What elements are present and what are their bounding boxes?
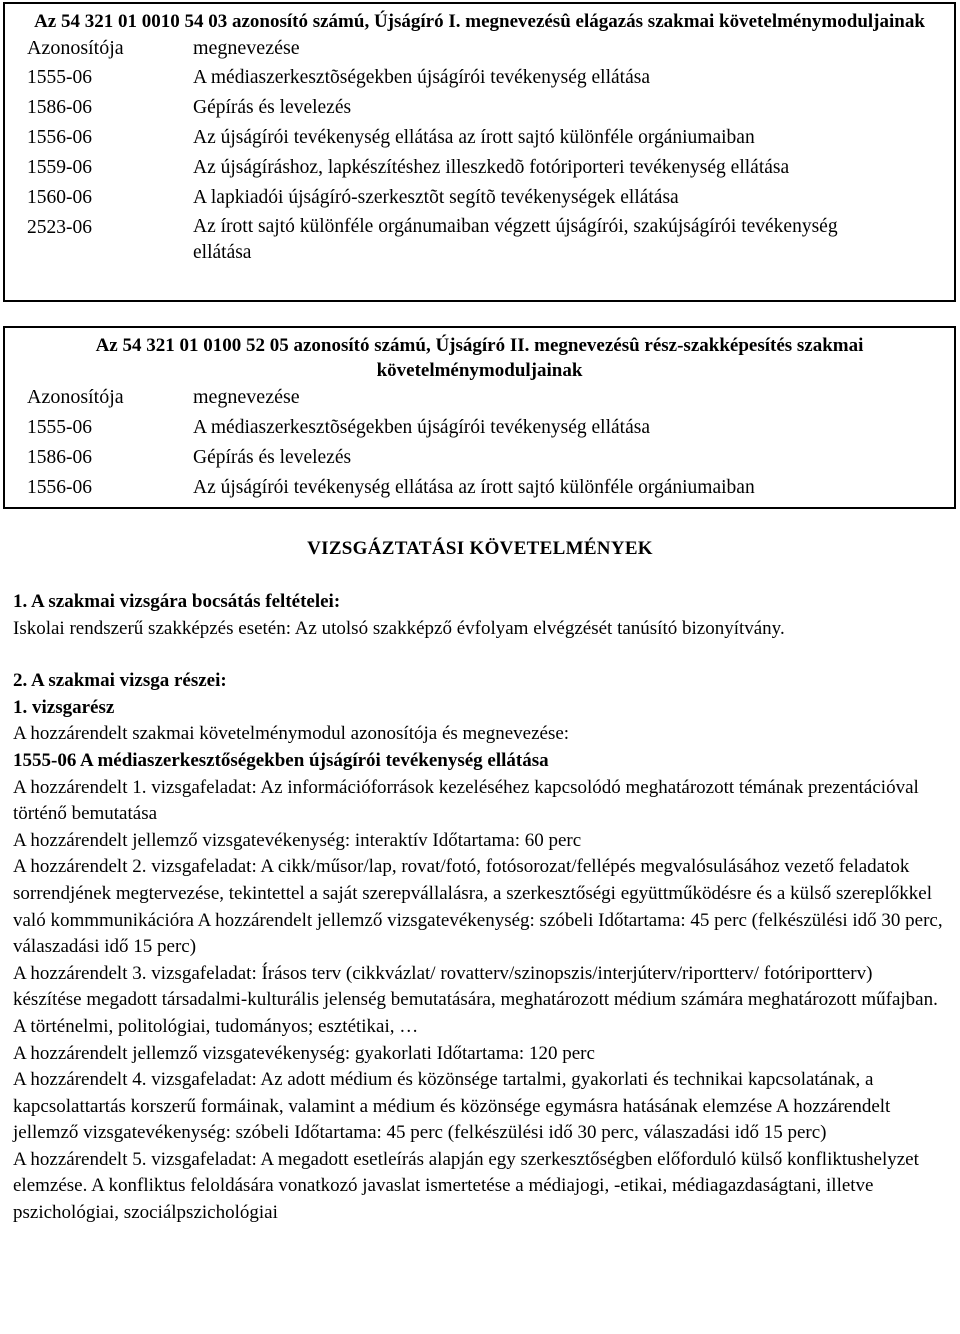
admission-heading: 1. A szakmai vizsgára bocsátás feltételei:	[13, 591, 341, 612]
module-code: 1560-06	[27, 187, 92, 208]
table-row	[27, 413, 755, 443]
module-name: Az újságíráshoz, lapkészítéshez illeszkedõ fotóriporteri tevékenység ellátása	[193, 157, 790, 178]
module-name: Gépírás és levelezés	[193, 447, 352, 468]
module-name: Az újságírói tevékenység ellátása az írott sajtó különféle orgániumaiban	[193, 477, 755, 498]
module-name: A lapkiadói újságíró-szerkesztõt segítõ tevékenységek ellátása	[193, 187, 679, 208]
module-code: 1556-06	[27, 477, 92, 498]
module-name: Az újságírói tevékenység ellátása az írott sajtó különféle orgániumaiban	[193, 127, 755, 148]
module-table-title: Az 54 321 01 0100 52 05 azonosító számú, Újságíró II. megnevezésû rész-szakképesítés szakmai követelménymoduljainak	[95, 335, 864, 381]
module-name: A médiaszerkesztõségekben újságírói tevékenység ellátása	[193, 417, 650, 438]
module-reference: 1555-06 A médiaszerkesztőségekben újságírói tevékenység ellátása	[13, 749, 549, 771]
exam-part-title: 1. vizsgarész	[13, 696, 115, 718]
exam-task-2: A hozzárendelt 2. vizsgafeladat: A cikk/műsor/lap, rovat/fotó, fotósorozat/fellépés megvalósulásához vezető feladatok sorrendjének megtervezése, tekintettel a saját szerepvállalásra, a szerkesztőségi együttműködésre és a külső szereplőkkel való kommmunikációra A hozzárendelt jellemző vizsgatevékenység: szóbeli Időtartama: 45 perc (felkészülési idő 30 perc, válaszadási idő 15 perc)	[13, 856, 943, 958]
module-code: 1586-06	[27, 447, 92, 468]
exam-task-1-type: A hozzárendelt jellemző vizsgatevékenység: interaktív Időtartama: 60 perc	[13, 829, 582, 851]
table-header-row	[27, 383, 755, 413]
table-row	[27, 94, 893, 124]
exam-task-1: A hozzárendelt 1. vizsgafeladat: Az információforrások kezeléséhez kapcsolódó meghatározott témának prezentációval történő bemutatása	[13, 776, 919, 825]
module-code: 1559-06	[27, 157, 92, 178]
module-code: 1586-06	[27, 97, 92, 118]
module-code: 1556-06	[27, 127, 92, 148]
module-table-title: Az 54 321 01 0010 54 03 azonosító számú, Újságíró I. megnevezésû elágazás szakmai követelménymoduljainak	[34, 11, 925, 32]
exam-task-3: A hozzárendelt 3. vizsgafeladat: Írásos terv (cikkvázlat/ rovatterv/szinopszis/interjúterv/riportterv/ fotóriportterv) készítése megadott társadalmi-kulturális jelenség bemutatására, meghatározott médium számára meghatározott műfajban. A történelmi, politológiai, tudományos; esztétikai, …	[13, 962, 938, 1037]
exam-task-3-type: A hozzárendelt jellemző vizsgatevékenység: gyakorlati Időtartama: 120 perc	[13, 1042, 595, 1064]
table-row	[27, 154, 893, 184]
table-row	[27, 443, 755, 473]
module-name: Gépírás és levelezés	[193, 97, 352, 118]
module-table	[27, 34, 893, 266]
header-code: Azonosítója	[27, 37, 124, 59]
section-title: VIZSGÁZTATÁSI KÖVETELMÉNYEK	[307, 538, 653, 559]
exam-task-4: A hozzárendelt 4. vizsgafeladat: Az adott médium és közönsége tartalmi, gyakorlati és technikai kapcsolatának, a kapcsolattartás korszerű formáinak, valamint a médium és közönsége egymásra hatásának elemzése A hozzárendelt jellemző vizsgatevékenység: szóbeli Időtartama: 45 perc (felkészülési idő 30 perc, válaszadási idő 15 perc)	[13, 1069, 891, 1144]
module-code: 1555-06	[27, 417, 92, 438]
module-table-box-2	[3, 326, 956, 509]
document-body	[13, 589, 943, 1227]
table-header-row	[27, 34, 893, 64]
module-code: 1555-06	[27, 67, 92, 88]
module-intro: A hozzárendelt szakmai követelménymodul azonosítója és megnevezése:	[13, 723, 570, 745]
header-name: megnevezése	[193, 386, 300, 408]
module-code: 2523-06	[27, 217, 92, 238]
table-row	[27, 64, 893, 94]
table-row	[27, 184, 893, 214]
table-row	[27, 214, 893, 266]
header-code: Azonosítója	[27, 386, 124, 408]
table-row	[27, 473, 755, 503]
module-name: Az írott sajtó különféle orgánumaiban végzett újságírói, szakújságírói tevékenység ellátása	[193, 216, 838, 263]
spacer	[13, 642, 943, 668]
admission-text: Iskolai rendszerű szakképzés esetén: Az utolsó szakképző évfolyam elvégzését tanúsító bizonyítvány.	[13, 617, 785, 639]
exam-task-5: A hozzárendelt 5. vizsgafeladat: A megadott esetleírás alapján egy szerkesztőségben előforduló külső konfliktushelyzet elemzése. A konfliktus feloldására vonatkozó javaslat ismertetése a médiajogi, -etikai, médiagazdaságtani, illetve pszichológiai, szociálpszichológiai	[13, 1148, 919, 1224]
module-table	[27, 383, 755, 503]
module-table-box-1	[3, 2, 956, 302]
table-row	[27, 124, 893, 154]
exam-parts-heading: 2. A szakmai vizsga részei:	[13, 670, 227, 692]
module-name: A médiaszerkesztõségekben újságírói tevékenység ellátása	[193, 67, 650, 88]
header-name: megnevezése	[193, 37, 300, 59]
